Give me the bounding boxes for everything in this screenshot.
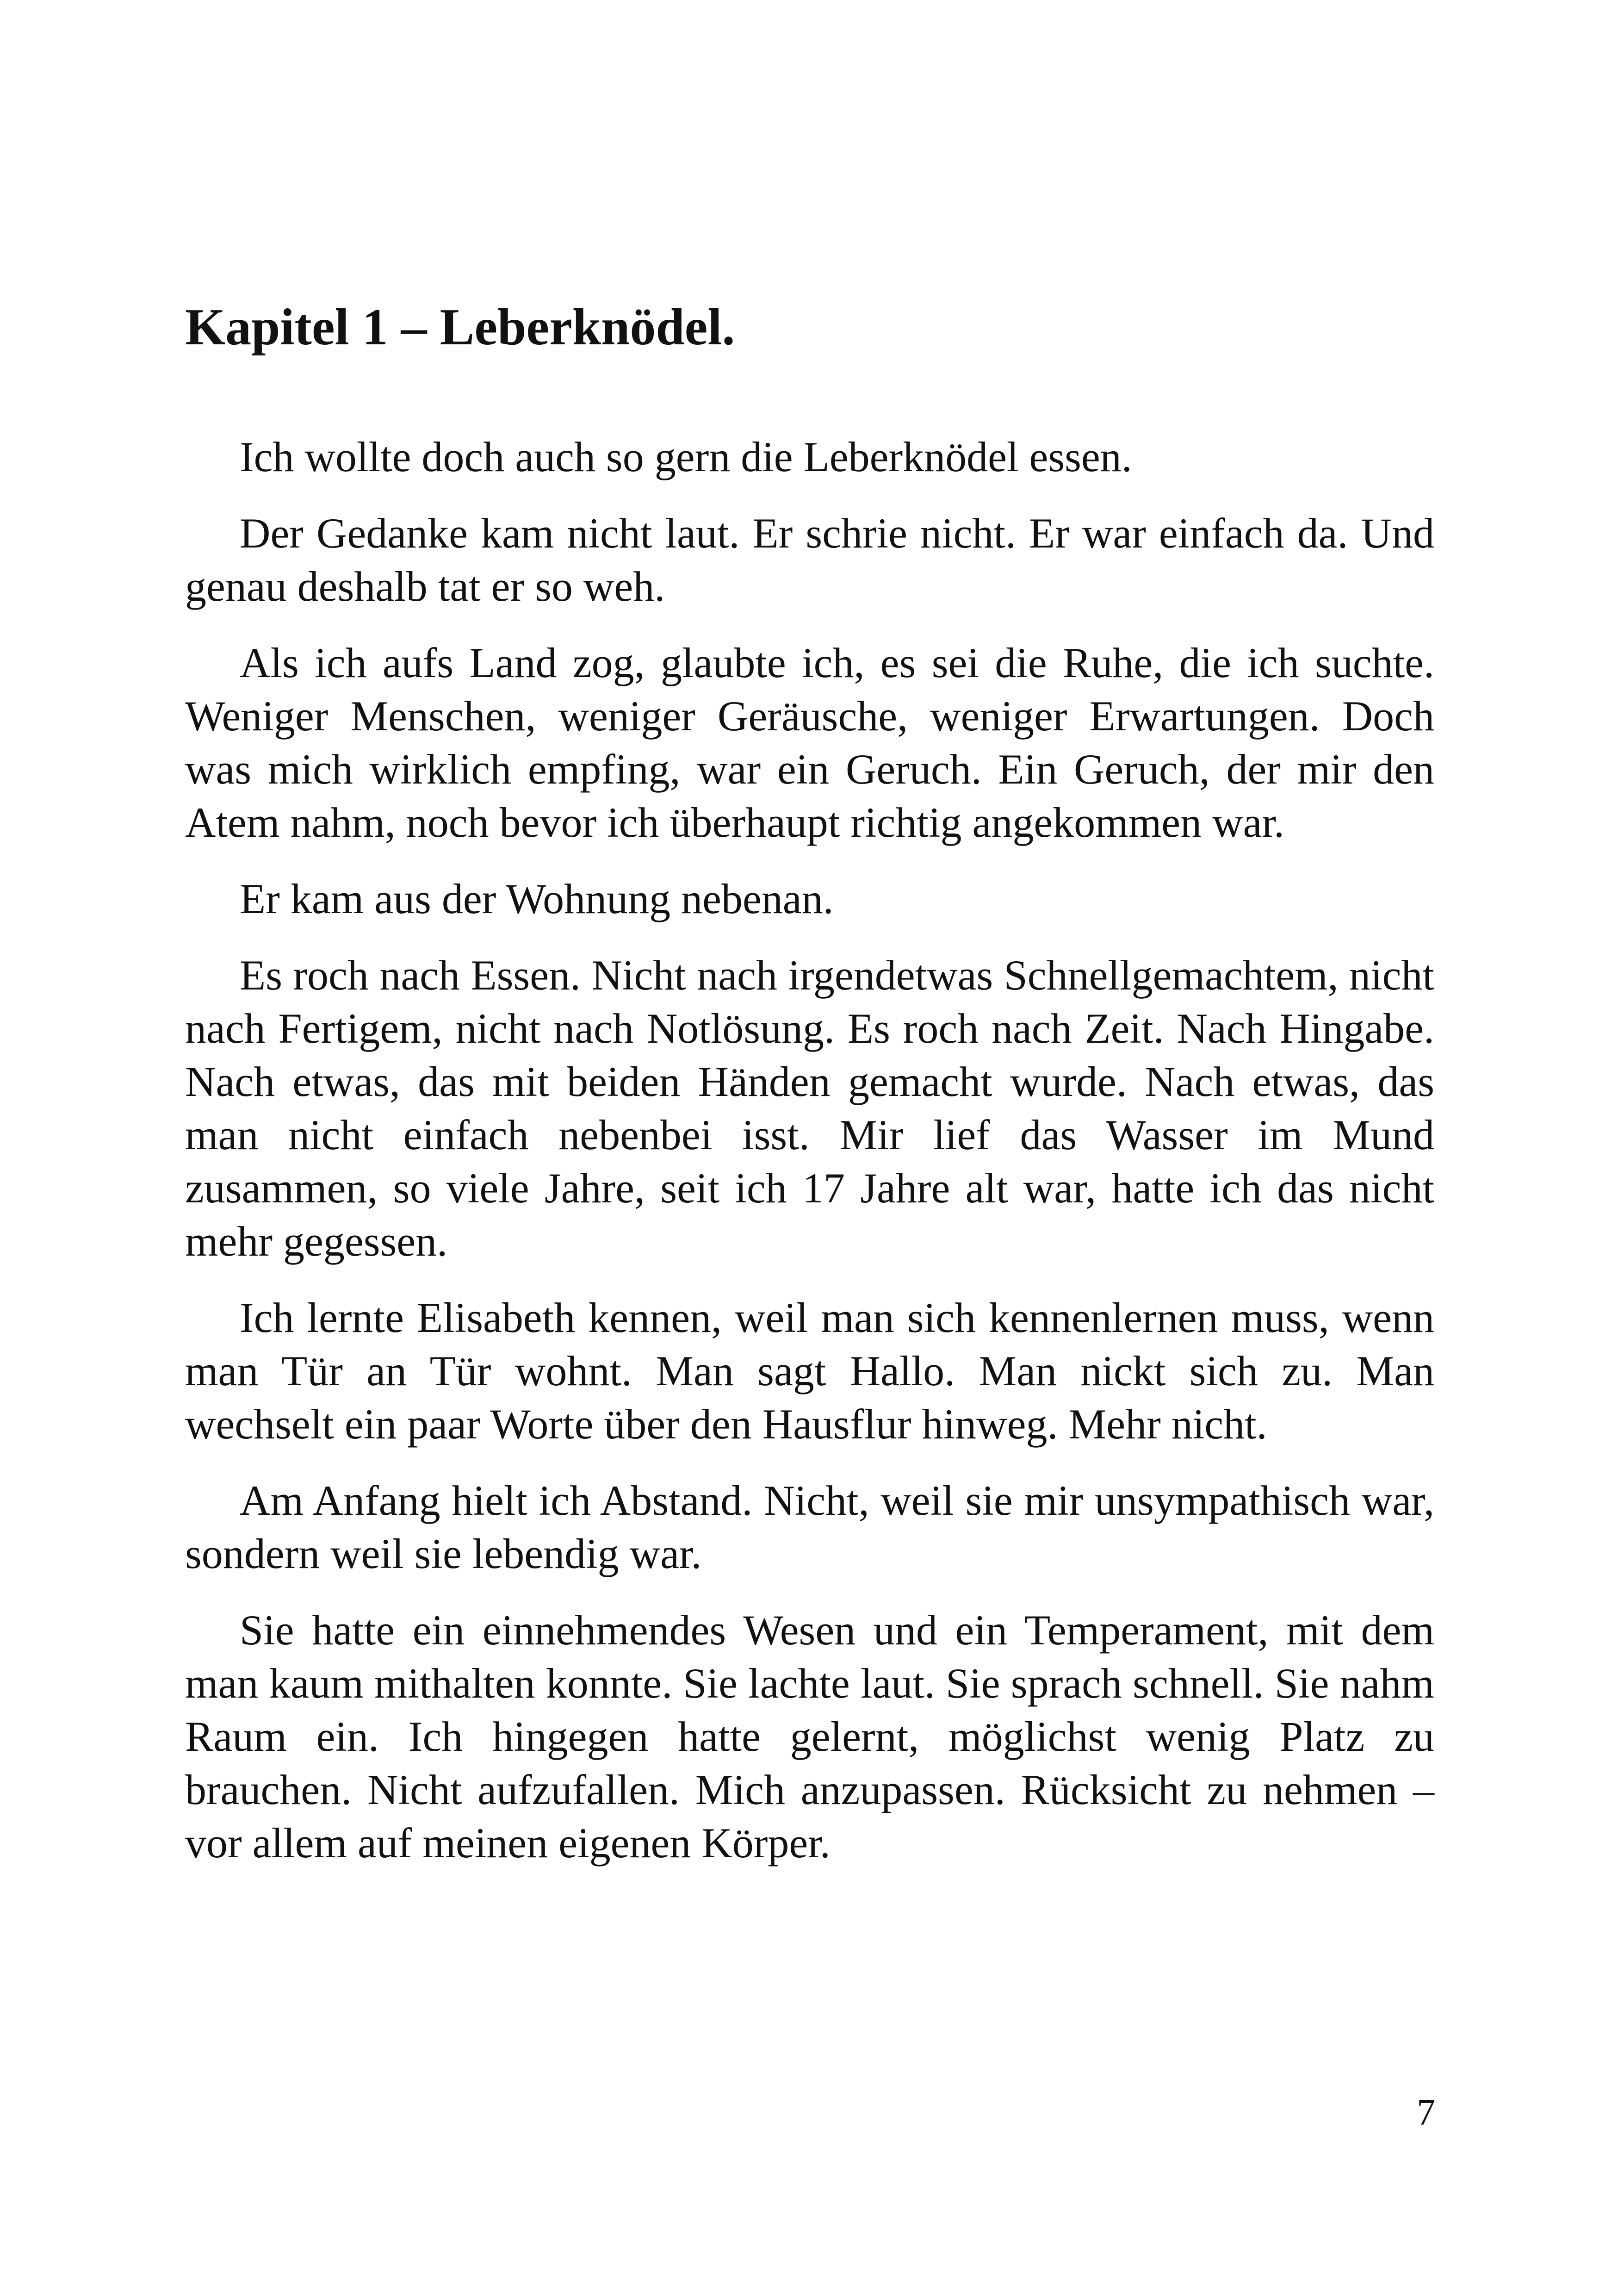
paragraph: Ich lernte Elisabeth kennen, weil man sich kennenlernen muss, wenn man Tür an Tür wohnt. Man sagt Hallo. Man nickt sich zu. Man wechselt ein paar Worte über den Hausflur hinweg. Mehr nicht. [185,1294,1434,1448]
paragraph: Er kam aus der Wohnung nebenan. [240,875,834,922]
page-number: 7 [1417,2092,1435,2133]
paragraph: Als ich aufs Land zog, glaubte ich, es sei die Ruhe, die ich suchte. Weniger Menschen, weniger Geräusche, weniger Erwartungen. Doch was mich wirklich empfing, war ein Geruch. Ein Geruch, der mir den Atem nahm, noch bevor ich überhaupt richtig angekommen war. [185,639,1434,846]
chapter-body [185,430,1434,1893]
chapter-title: Kapitel 1 – Leberknödel. [185,299,735,356]
paragraph: Am Anfang hielt ich Abstand. Nicht, weil sie mir unsympathisch war, sondern weil sie lebendig war. [185,1477,1434,1577]
paragraph: Es roch nach Essen. Nicht nach irgendetwas Schnellgemachtem, nicht nach Fertigem, nicht nach Notlösung. Es roch nach Zeit. Nach Hingabe. Nach etwas, das mit beiden Händen gemacht wurde. Nach etwas, das man nicht einfach nebenbei isst. Mir lief das Wasser im Mund zusammen, so viele Jahre, seit ich 17 Jahre alt war, hatte ich das nicht mehr gegessen. [185,952,1434,1265]
paragraph: Der Gedanke kam nicht laut. Er schrie nicht. Er war einfach da. Und genau deshalb tat er so weh. [185,510,1434,610]
paragraph: Ich wollte doch auch so gern die Leberknödel essen. [240,433,1132,480]
paragraph: Sie hatte ein einnehmendes Wesen und ein Temperament, mit dem man kaum mithalten konnte. Sie lachte laut. Sie sprach schnell. Sie nahm Raum ein. Ich hingegen hatte gelernt, möglichst wenig Platz zu brauchen. Nicht aufzufallen. Mich anzupassen. Rücksicht zu nehmen – vor allem auf meinen eigenen Körper. [185,1606,1434,1867]
